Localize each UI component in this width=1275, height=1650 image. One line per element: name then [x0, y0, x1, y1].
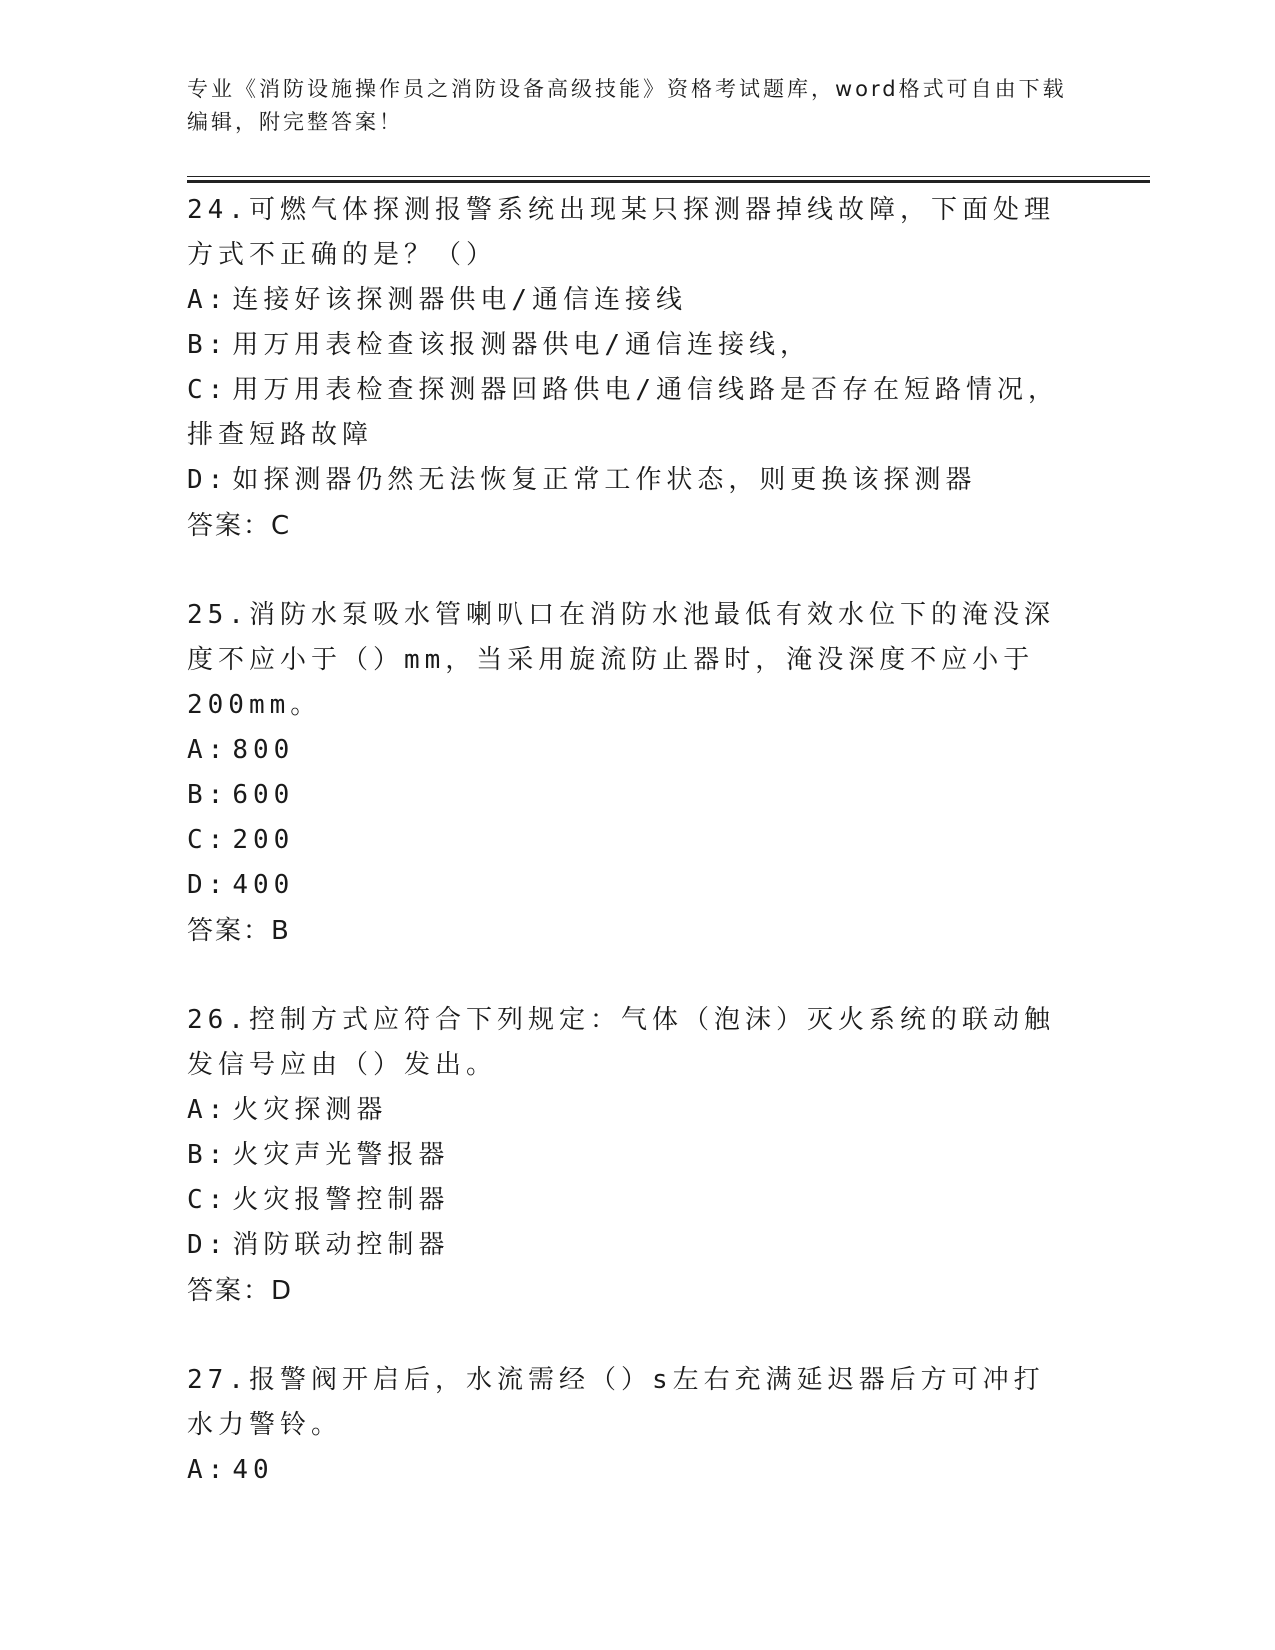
question-item — [187, 1358, 1067, 1493]
question-stem: 24.可燃气体探测报警系统出现某只探测器掉线故障，下面处理方式不正确的是？（） — [187, 195, 1055, 270]
question-item — [187, 593, 1067, 954]
option-text: 火灾报警控制器 — [232, 1185, 450, 1215]
option-text: 800 — [232, 735, 295, 765]
question-list — [187, 188, 1067, 1537]
option-a — [187, 728, 1067, 773]
option-label: D: — [187, 870, 229, 900]
answer-line: 答案：B — [187, 916, 291, 946]
option-label: A: — [187, 285, 229, 315]
answer-line: 答案：C — [187, 511, 292, 541]
option-label: B: — [187, 1140, 229, 1170]
option-b — [187, 323, 1067, 368]
option-a — [187, 1088, 1067, 1133]
option-label: D: — [187, 1230, 229, 1260]
option-d — [187, 1223, 1067, 1268]
option-label: B: — [187, 330, 229, 360]
option-text: 600 — [232, 780, 295, 810]
option-text: 消防联动控制器 — [232, 1230, 450, 1260]
option-text: 连接好该探测器供电/通信连接线 — [232, 285, 687, 315]
option-text: 用万用表检查探测器回路供电/通信线路是否存在短路情况，排查短路故障 — [187, 375, 1059, 450]
option-b — [187, 1133, 1067, 1178]
question-stem: 27.报警阀开启后，水流需经（）s左右充满延迟器后方可冲打水力警铃。 — [187, 1365, 1045, 1440]
question-stem: 25.消防水泵吸水管喇叭口在消防水池最低有效水位下的淹没深度不应小于（）mm，当采用旋流防止器时，淹没深度不应小于200mm。 — [187, 600, 1055, 720]
option-label: B: — [187, 780, 229, 810]
option-a — [187, 278, 1067, 323]
option-text: 火灾声光警报器 — [232, 1140, 450, 1170]
option-label: A: — [187, 735, 229, 765]
question-stem: 26.控制方式应符合下列规定：气体（泡沫）灭火系统的联动触发信号应由（）发出。 — [187, 1005, 1055, 1080]
option-label: A: — [187, 1095, 229, 1125]
header-divider-thin — [187, 176, 1150, 177]
option-text: 200 — [232, 825, 295, 855]
question-item — [187, 188, 1067, 549]
option-b — [187, 773, 1067, 818]
option-label: C: — [187, 825, 229, 855]
question-item — [187, 998, 1067, 1314]
option-text: 火灾探测器 — [232, 1095, 388, 1125]
option-text: 用万用表检查该报测器供电/通信连接线， — [232, 330, 811, 360]
option-label: D: — [187, 465, 229, 495]
option-label: C: — [187, 375, 229, 405]
option-label: C: — [187, 1185, 229, 1215]
header-divider-thick — [187, 180, 1150, 183]
option-text: 40 — [232, 1455, 274, 1485]
option-a — [187, 1448, 1067, 1493]
option-c — [187, 368, 1067, 458]
answer-line: 答案：D — [187, 1276, 294, 1306]
option-text: 400 — [232, 870, 295, 900]
document-header: 专业《消防设施操作员之消防设备高级技能》资格考试题库，word格式可自由下载编辑，附完整答案！ — [187, 77, 1067, 134]
option-c — [187, 818, 1067, 863]
option-d — [187, 458, 1067, 503]
option-text: 如探测器仍然无法恢复正常工作状态，则更换该探测器 — [232, 465, 977, 495]
option-label: A: — [187, 1455, 229, 1485]
option-c — [187, 1178, 1067, 1223]
option-d — [187, 863, 1067, 908]
